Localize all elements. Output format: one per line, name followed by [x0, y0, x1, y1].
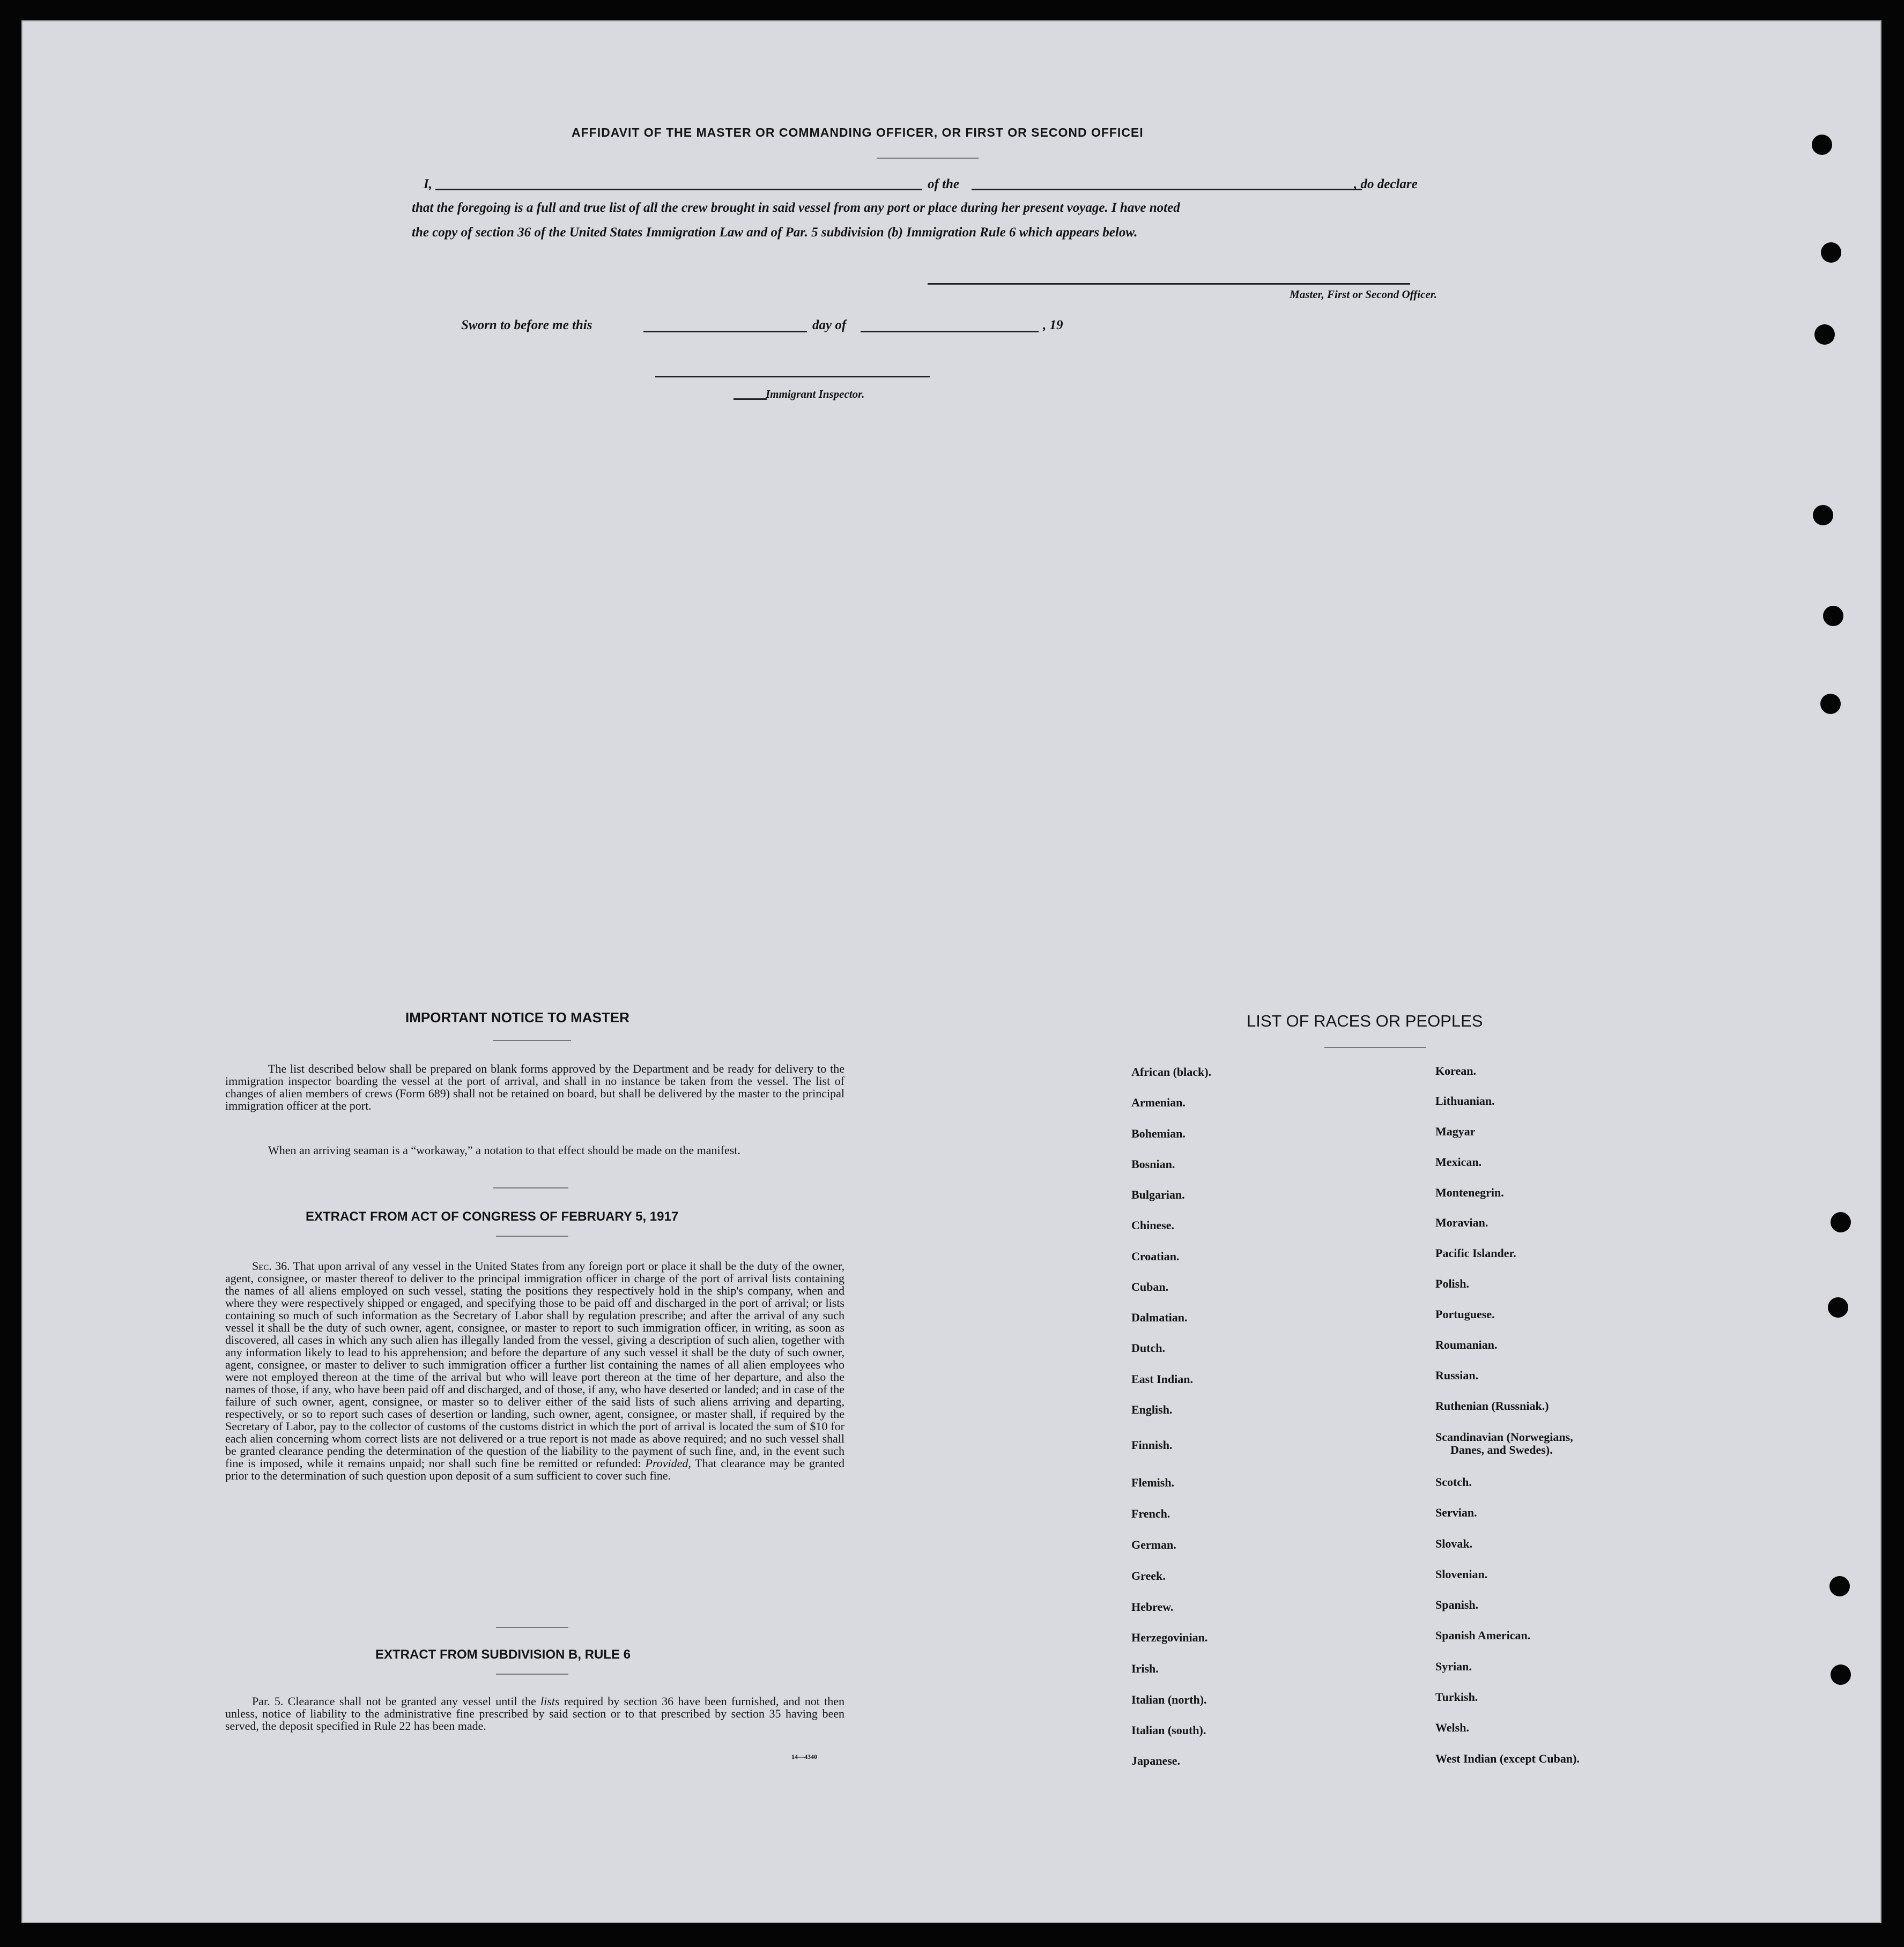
race-item: Cuban.: [1131, 1280, 1169, 1294]
race-item: Italian (north).: [1131, 1693, 1207, 1706]
affidavit-declaration-line: the copy of section 36 of the United States Immigration Law and of Par. 5 subdivision (b) Immigration Rule 6 which appears below.: [412, 225, 1138, 240]
notice-paragraph: The list described below shall be prepared on blank forms approved by the Department and be ready for delivery to the immigration inspector boarding the vessel at the port of arrival, and shall in no instance be taken from the vessel. The list of changes of alien members of crews (Form 689) shall not be retained on board, but shall be delivered by the master to the principal immigration officer at the port.: [225, 1062, 844, 1112]
binder-hole: [1829, 1576, 1850, 1596]
race-item: Montenegrin.: [1435, 1186, 1504, 1199]
inspector-signature-line[interactable]: [655, 376, 930, 377]
race-item: Lithuanian.: [1435, 1094, 1495, 1108]
race-item: Spanish.: [1435, 1598, 1479, 1611]
divider: [1324, 1047, 1426, 1048]
race-item: East Indian.: [1131, 1372, 1193, 1386]
extract-act-title: EXTRACT FROM ACT OF CONGRESS OF FEBRUARY 5, 1917: [306, 1209, 679, 1224]
race-item-continuation: Danes, and Swedes).: [1450, 1443, 1553, 1456]
race-item: Scotch.: [1435, 1475, 1472, 1489]
sworn-day-blank[interactable]: [643, 331, 807, 332]
par-body-end: required by section 36 have been furnished, and not then unless, notice of liability to the administrative fine prescribed by said section or to that prescribed by section 35 having been served, the deposit specified in Rule 22 has been made.: [225, 1695, 845, 1733]
day-of-label: day of: [812, 318, 847, 332]
race-item: Russian.: [1435, 1369, 1479, 1382]
divider: [493, 1040, 571, 1041]
race-item: Korean.: [1435, 1064, 1476, 1077]
binder-hole: [1814, 324, 1835, 345]
section-body: That upon arrival of any vessel in the United States from any foreign port or place it shall be the duty of the owner, agent, consignee, or master thereof to deliver to the principal immigration officer in charge of the port of arrival lists containing the names of all aliens employed on such vessel, stating the positions they respectively hold in the ship's company, when and where they were respectively shipped or engaged, and specifying those to be paid off and discharged in the port of arrival; or lists containing so much of such information as the Secretary of Labor shall by regulation prescribe; and after the arrival of any such vessel it shall be the duty of such owner, agent, consignee, or master to report to such immigration officer, in writing, as soon as discovered, all cases in which any such alien has illegally landed from the vessel, giving a description of such alien, together with any information likely to lead to his apprehension; and before the departure of any such vessel it shall be the duty of such owner, agent, consignee, or master to deliver to such immigration officer a further list containing the names of all alien employees who were not employed thereon at the time of the arrival but who will leave port thereon at the time of her departure, and also the names of those, if any, who have been paid off and discharged, and of those, if any, who have deserted or landed; and in case of the failure of such owner, agent, consignee, or master so to deliver either of the said lists of such aliens arriving and departing, respectively, or so to report such cases of desertion or landing, such owner, agent, consignee, or master shall, if required by the Secretary of Labor, pay to the collector of customs of the customs district in which the port of arrival is located the sum of $10 for each alien concerning whom correct lists are not delivered or a true report is not made as above required; and no such vessel shall be granted clearance pending the determination of the question of the liability to the payment of such fine, and, in the event such fine is imposed, while it remains unpaid; nor shall such fine be remitted or refunded:: [225, 1259, 844, 1470]
par-label: Par. 5.: [252, 1695, 284, 1708]
section-body-end: That clearance may be granted prior to the determination of such question upon deposit of a sum sufficient to cover such fine.: [225, 1456, 844, 1482]
race-item: Bohemian.: [1131, 1127, 1186, 1140]
race-item: Dutch.: [1131, 1341, 1165, 1355]
extract-rule-title: EXTRACT FROM SUBDIVISION B, RULE 6: [375, 1647, 631, 1662]
affidavit-of-the-label: of the: [928, 177, 960, 191]
race-item: Spanish American.: [1435, 1629, 1531, 1642]
affidavit-declaration-line: that the foregoing is a full and true list of all the crew brought in said vessel from any port or place during her present voyage. I have noted: [412, 200, 1180, 215]
divider: [496, 1627, 568, 1628]
inspector-label: Immigrant Inspector.: [766, 388, 865, 400]
binder-hole: [1831, 1664, 1851, 1685]
binder-hole: [1812, 135, 1832, 155]
divider: [877, 158, 979, 159]
race-item: Pacific Islander.: [1435, 1246, 1516, 1260]
race-item: Mexican.: [1435, 1155, 1482, 1169]
race-item: West Indian (except Cuban).: [1435, 1752, 1580, 1765]
binder-hole: [1831, 1212, 1851, 1232]
inspector-name-line[interactable]: [734, 398, 767, 400]
race-item: French.: [1131, 1507, 1170, 1520]
par-5-text: [225, 1695, 844, 1732]
race-item: Polish.: [1435, 1277, 1469, 1290]
race-item: Moravian.: [1435, 1216, 1488, 1229]
section-label: Sec. 36.: [252, 1259, 290, 1273]
sworn-month-blank[interactable]: [861, 331, 1039, 332]
race-item: Scandinavian (Norwegians,: [1435, 1430, 1573, 1444]
affidavit-do-declare-label: , do declare: [1354, 177, 1418, 191]
race-item: English.: [1131, 1403, 1173, 1416]
binder-hole: [1821, 242, 1841, 263]
race-item: Slovenian.: [1435, 1567, 1488, 1581]
name-blank[interactable]: [435, 189, 922, 190]
races-title: LIST OF RACES OR PEOPLES: [1247, 1012, 1483, 1030]
notice-title: IMPORTANT NOTICE TO MASTER: [405, 1009, 629, 1025]
race-item: Syrian.: [1435, 1660, 1472, 1673]
affidavit-heading: AFFIDAVIT OF THE MASTER OR COMMANDING OFFICER, OR FIRST OR SECOND OFFICEI: [572, 125, 1144, 139]
race-item: Dalmatian.: [1131, 1311, 1188, 1324]
race-item: Croatian.: [1131, 1250, 1180, 1263]
sworn-label: Sworn to before me this: [461, 318, 592, 332]
affidavit-i-label: I,: [424, 177, 432, 191]
divider: [493, 1187, 568, 1188]
lists-word: lists: [540, 1695, 560, 1708]
form-number: 14—4340: [791, 1753, 817, 1760]
race-item: Turkish.: [1435, 1690, 1478, 1704]
race-item: Ruthenian (Russniak.): [1435, 1399, 1549, 1413]
section-36-text: [225, 1260, 844, 1482]
par-body: Clearance shall not be granted any vessel until the: [287, 1695, 536, 1708]
divider: [496, 1674, 568, 1675]
race-item: African (black).: [1131, 1065, 1212, 1079]
binder-hole: [1823, 606, 1843, 626]
race-item: Flemish.: [1131, 1476, 1175, 1489]
binder-hole: [1828, 1297, 1848, 1318]
binder-hole: [1820, 694, 1841, 714]
race-item: Armenian.: [1131, 1096, 1186, 1109]
race-item: Magyar: [1435, 1125, 1476, 1138]
race-item: Welsh.: [1435, 1721, 1469, 1734]
race-item: Greek.: [1131, 1569, 1166, 1582]
race-item: Herzegovinian.: [1131, 1631, 1208, 1644]
race-item: Bosnian.: [1131, 1157, 1175, 1171]
race-item: Hebrew.: [1131, 1600, 1174, 1614]
race-item: Portuguese.: [1435, 1307, 1495, 1321]
race-item: Japanese.: [1131, 1754, 1181, 1767]
master-signature-line[interactable]: [928, 283, 1410, 285]
race-item: Irish.: [1131, 1662, 1159, 1675]
binder-hole: [1813, 505, 1833, 525]
year-label: , 19: [1043, 318, 1063, 332]
race-item: German.: [1131, 1538, 1176, 1551]
document-page: [21, 20, 1881, 1923]
race-item: Finnish.: [1131, 1438, 1173, 1452]
race-item: Italian (south).: [1131, 1723, 1206, 1737]
race-item: Chinese.: [1131, 1218, 1175, 1232]
master-signature-label: Master, First or Second Officer.: [1290, 288, 1437, 301]
race-item: Bulgarian.: [1131, 1188, 1185, 1201]
notice-paragraph: When an arriving seaman is a “workaway,” a notation to that effect should be made on the manifest.: [268, 1143, 740, 1157]
provided-word: Provided,: [645, 1456, 691, 1470]
vessel-blank[interactable]: [972, 189, 1362, 190]
race-item: Slovak.: [1435, 1537, 1473, 1550]
race-item: Servian.: [1435, 1506, 1477, 1519]
race-item: Roumanian.: [1435, 1338, 1498, 1351]
divider: [496, 1236, 568, 1237]
